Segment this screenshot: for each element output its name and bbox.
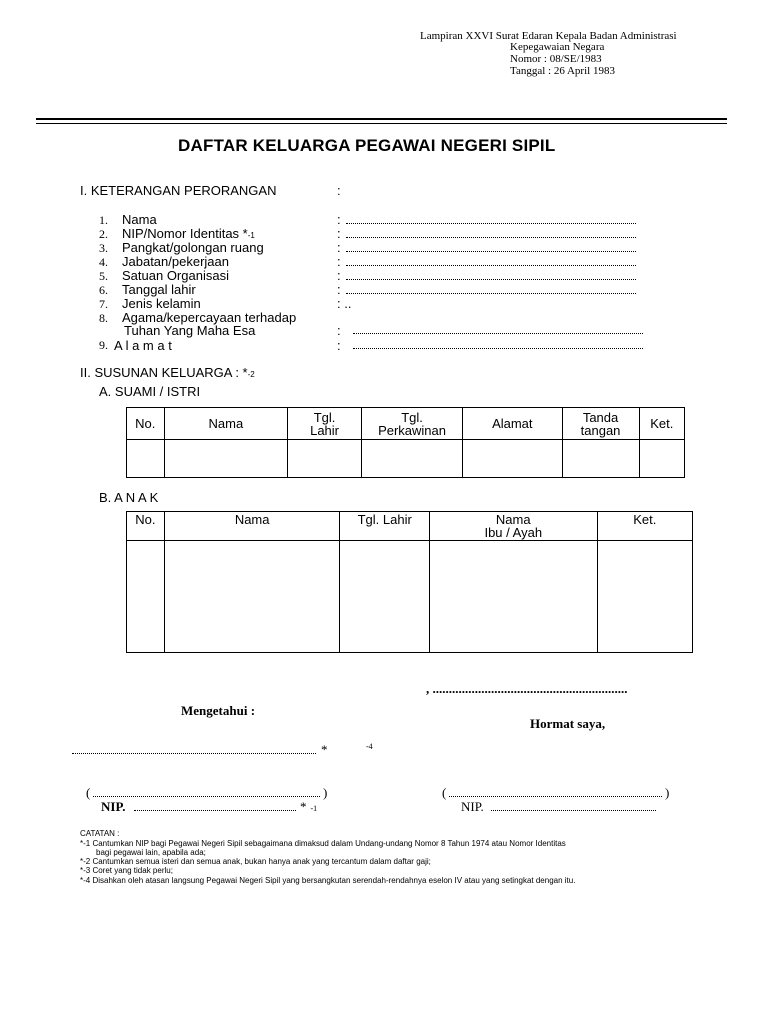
field-blank[interactable] [346, 223, 636, 224]
official-star: * [321, 742, 328, 757]
nip-right-label: NIP. [461, 799, 484, 814]
right-paren-open: ( [442, 785, 447, 800]
spouse-col-tanda-tangan: Tanda tangan [562, 408, 639, 440]
field-blank[interactable] [346, 251, 636, 252]
spouse-col-tgl-kawin: Tgl. Perkawinan [361, 408, 462, 440]
field-9-number: 9. [99, 338, 108, 352]
spouse-table [126, 407, 685, 478]
left-paren-open: ( [86, 785, 91, 800]
children-table [126, 511, 693, 653]
children-col-nama: Nama [164, 512, 340, 541]
table-row [127, 440, 685, 478]
header-rule-thin [36, 123, 727, 124]
field-number: 4. [99, 255, 108, 269]
spouse-col-tgl-lahir: Tgl. Lahir [288, 408, 362, 440]
field-8-blank[interactable] [353, 333, 643, 334]
field-7-value[interactable]: : .. [337, 296, 352, 311]
field-9-blank[interactable] [353, 348, 643, 349]
field-colon: : [337, 254, 341, 269]
field-number: 2. [99, 227, 108, 241]
field-label: Satuan Organisasi [122, 268, 229, 283]
header-line-2: Kepegawaian Negara [510, 41, 605, 53]
field-label: Jenis kelamin [122, 296, 201, 311]
subsection-b-heading: B. A N A K [99, 490, 159, 505]
note-1: *-1 Cantumkan NIP bagi Pegawai Negeri Sipil sebagaimana dimaksud dalam Undang-undang Nomor 8 Tahun 1974 atau Nomor Identitas [80, 839, 566, 848]
field-colon: : [337, 212, 341, 227]
right-paren-close: ) [665, 785, 670, 800]
spouse-col-alamat: Alamat [463, 408, 562, 440]
place-date-line[interactable]: , ............................................................ [426, 681, 628, 696]
field-9-colon: : [337, 338, 341, 353]
mengetahui-label: Mengetahui : [181, 703, 256, 718]
field-number: 7. [99, 297, 108, 311]
field-blank[interactable] [346, 265, 636, 266]
note-1-continued: bagi pegawai lain, apabila ada; [96, 848, 206, 857]
field-9-label: A l a m a t [114, 338, 172, 353]
left-signer-name-blank[interactable] [93, 796, 320, 797]
notes-heading: CATATAN : [80, 829, 120, 838]
right-signer-name-blank[interactable] [449, 796, 662, 797]
field-colon: : [337, 282, 341, 297]
field-8-line-2: Tuhan Yang Maha Esa [124, 323, 256, 338]
header-line-3: Nomor : 08/SE/1983 [510, 53, 602, 65]
field-label: Nama [122, 212, 157, 227]
section-2-heading: II. SUSUNAN KELUARGA : *-2 [80, 365, 255, 380]
nip-left-star: * -1 [300, 799, 318, 814]
field-number: 8. [99, 311, 108, 325]
official-marker: -4 [366, 742, 373, 751]
section-1-colon: : [337, 183, 341, 198]
header-rule-thick [36, 118, 727, 120]
nip-left-label: NIP. [101, 799, 126, 814]
field-colon: : [337, 226, 341, 241]
field-number: 6. [99, 283, 108, 297]
field-8-colon: : [337, 323, 341, 338]
header-line-4: Tanggal : 26 April 1983 [510, 65, 615, 77]
note-4: *-4 Disahkan oleh atasan langsung Pegawai Negeri Sipil yang bersangkutan serendah-rendahnya eselon IV atau yang setingkat dengan itu. [80, 876, 576, 885]
children-col-no: No. [127, 512, 165, 541]
field-number: 5. [99, 269, 108, 283]
field-number: 1. [99, 213, 108, 227]
field-blank[interactable] [346, 279, 636, 280]
page-title: DAFTAR KELUARGA PEGAWAI NEGERI SIPIL [178, 136, 556, 155]
spouse-col-no: No. [127, 408, 165, 440]
section-1-heading: I. KETERANGAN PERORANGAN [80, 183, 277, 198]
field-number: 3. [99, 241, 108, 255]
children-col-ket: Ket. [597, 512, 692, 541]
field-label: Agama/kepercayaan terhadap [122, 310, 297, 325]
children-col-nama-ibu-ayah: Nama Ibu / Ayah [429, 512, 597, 541]
field-blank[interactable] [346, 237, 636, 238]
left-paren-close: ) [323, 785, 328, 800]
field-label: Tanggal lahir [122, 282, 196, 297]
field-label: Jabatan/pekerjaan [122, 254, 229, 269]
note-3: *-3 Coret yang tidak perlu; [80, 866, 173, 875]
note-2: *-2 Cantumkan semua isteri dan semua anak, bukan hanya anak yang tercantum dalam daftar gaji; [80, 857, 431, 866]
official-title-blank[interactable] [72, 753, 316, 754]
field-colon: : [337, 240, 341, 255]
table-row [127, 541, 693, 653]
nip-right-blank[interactable] [491, 810, 656, 811]
spouse-col-nama: Nama [164, 408, 288, 440]
hormat-saya-label: Hormat saya, [530, 716, 606, 731]
nip-left-blank[interactable] [134, 810, 296, 811]
field-label: NIP/Nomor Identitas *-1 [122, 226, 255, 241]
field-colon: : [337, 268, 341, 283]
header-line-1: Lampiran XXVI Surat Edaran Kepala Badan Administrasi [420, 30, 677, 42]
subsection-a-heading: A. SUAMI / ISTRI [99, 384, 201, 399]
field-blank[interactable] [346, 293, 636, 294]
children-col-tgl-lahir: Tgl. Lahir [340, 512, 429, 541]
spouse-col-ket: Ket. [639, 408, 684, 440]
field-label: Pangkat/golongan ruang [122, 240, 264, 255]
